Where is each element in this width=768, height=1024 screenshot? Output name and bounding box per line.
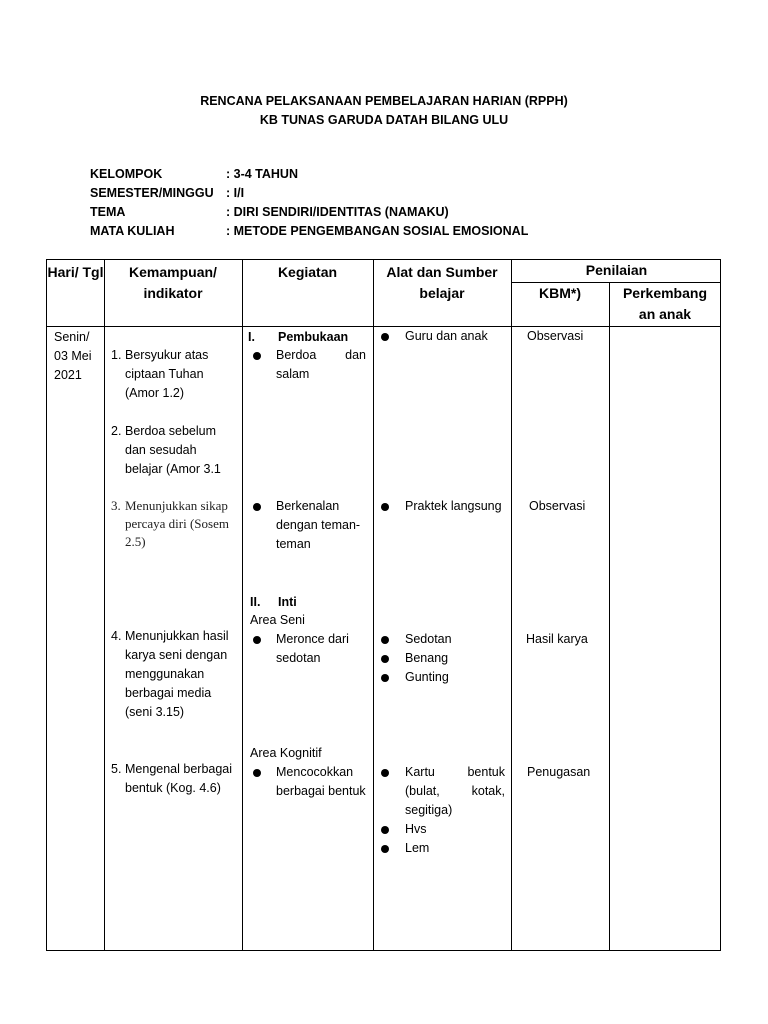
indikator-number: 4. (111, 629, 122, 643)
indikator-1: Bersyukur atas ciptaan Tuhan (Amor 1.2) (125, 348, 209, 400)
bullet-icon (381, 636, 389, 644)
divider (242, 260, 243, 950)
bullet-icon (381, 674, 389, 682)
document-title: RENCANA PELAKSANAAN PEMBELAJARAN HARIAN (RPPH) (200, 94, 568, 108)
indikator-4: Menunjukkan hasil karya seni dengan menggunakan berbagai media (seni 3.15) (125, 629, 229, 719)
divider (104, 260, 105, 950)
alat-kartu-bentuk: Kartu bentuk (bulat, kotak, segitiga) (405, 765, 505, 817)
bullet-icon (381, 826, 389, 834)
divider (47, 326, 720, 327)
hari-tanggal: Senin/ 03 Mei 2021 (54, 330, 92, 382)
header-kbm: KBM*) (539, 285, 581, 301)
header-kemampuan: Kemampuan/ indikator (129, 264, 217, 301)
divider (373, 260, 374, 950)
section-number: II. (250, 595, 261, 609)
section-inti: Inti (278, 595, 297, 609)
bullet-icon (253, 636, 261, 644)
bullet-icon (381, 655, 389, 663)
kegiatan-berkenalan: Berkenalan dengan teman-teman (276, 499, 361, 551)
indikator-number: 3. (111, 498, 121, 513)
kegiatan-mencocokkan: Mencocokkan berbagai bentuk (276, 765, 366, 798)
indikator-5: Mengenal berbagai bentuk (Kog. 4.6) (125, 762, 233, 795)
kbm-hasil-karya: Hasil karya (526, 632, 588, 646)
alat-benang: Benang (405, 651, 449, 665)
alat-praktek: Praktek langsung (405, 499, 502, 513)
bullet-icon (381, 769, 389, 777)
alat-guru-anak: Guru dan anak (405, 329, 488, 343)
bullet-icon (381, 503, 389, 511)
kbm-penugasan: Penugasan (527, 765, 591, 779)
bullet-icon (381, 845, 389, 853)
bullet-icon (253, 769, 261, 777)
header-alat: Alat dan Sumber belajar (386, 264, 498, 301)
header-kegiatan: Kegiatan (277, 264, 338, 280)
kelompok-label: KELOMPOK (90, 167, 163, 181)
school-name: KB TUNAS GARUDA DATAH BILANG ULU (259, 113, 509, 127)
semester-label: SEMESTER/MINGGU (90, 186, 214, 200)
tema-value: : DIRI SENDIRI/IDENTITAS (NAMAKU) (226, 205, 449, 219)
header-perkembangan: Perkembang an anak (622, 285, 708, 322)
section-pembukaan: Pembukaan (278, 330, 349, 344)
divider (609, 282, 610, 950)
alat-hvs: Hvs (405, 822, 427, 836)
tema-label: TEMA (90, 205, 126, 219)
bullet-icon (253, 503, 261, 511)
indikator-3: Menunjukkan sikap percaya diri (Sosem 2.5) (125, 498, 229, 549)
kbm-observasi-2: Observasi (529, 499, 586, 513)
indikator-number: 2. (111, 424, 122, 438)
section-number: I. (248, 330, 255, 344)
bullet-icon (381, 333, 389, 341)
indikator-2: Berdoa sebelum dan sesudah belajar (Amor 3.1 (125, 424, 221, 476)
semester-value: : I/I (226, 186, 245, 200)
area-kognitif-label: Area Kognitif (250, 746, 322, 760)
mata-kuliah-label: MATA KULIAH (90, 224, 175, 238)
alat-lem: Lem (405, 841, 430, 855)
kbm-observasi-1: Observasi (527, 329, 584, 343)
indikator-number: 5. (111, 762, 122, 776)
indikator-number: 1. (111, 348, 122, 362)
kelompok-value: : 3-4 TAHUN (226, 167, 298, 181)
kegiatan-meronce: Meronce dari sedotan (276, 632, 349, 665)
alat-sedotan: Sedotan (405, 632, 452, 646)
mata-kuliah-value: : METODE PENGEMBANGAN SOSIAL EMOSIONAL (226, 224, 529, 238)
kegiatan-berdoa: Berdoa dan salam (276, 348, 366, 381)
divider (511, 260, 512, 950)
alat-gunting: Gunting (405, 670, 449, 684)
bullet-icon (253, 352, 261, 360)
rpph-table (46, 259, 721, 951)
header-hari: Hari/ Tgl (47, 264, 104, 280)
header-penilaian: Penilaian (585, 262, 648, 278)
area-seni-label: Area Seni (250, 613, 305, 627)
